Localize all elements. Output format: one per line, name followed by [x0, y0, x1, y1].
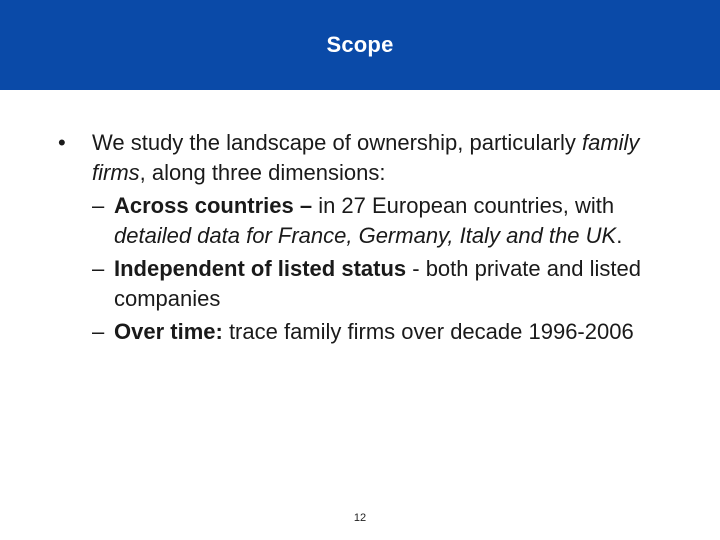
sub-bullet-bold: Across countries – [114, 193, 313, 218]
main-bullet-text-1: We study the landscape of ownership, particularly [92, 130, 582, 155]
sub-bullet-over-time [58, 317, 678, 347]
sub-bullet-countries [58, 191, 678, 251]
main-bullet [58, 128, 678, 188]
sub-bullet-text [114, 191, 678, 251]
sub-bullet-italic: detailed data for France, Germany, Italy and the UK [114, 223, 617, 248]
sub-bullet-bold: Over time: [114, 319, 223, 344]
dash-icon: – [92, 256, 105, 281]
dash-icon: – [92, 319, 105, 344]
sub-bullet-body: - both private and listed companies [114, 256, 641, 311]
sub-bullet-text [114, 317, 678, 347]
sub-bullet-body: in 27 European countries, with [312, 193, 615, 218]
slide-title: Scope [326, 32, 394, 57]
page-number: 12 [353, 512, 367, 524]
sub-bullet-text [114, 254, 678, 314]
sub-bullet-body: trace family firms over decade 1996-2006 [222, 319, 634, 344]
main-bullet-text-2: , along three dimensions: [139, 160, 386, 185]
sub-bullet-bold: Independent of listed status [114, 256, 407, 281]
slide-content [58, 128, 678, 347]
title-bar [0, 0, 720, 90]
sub-bullet-end: . [616, 223, 623, 248]
main-bullet-italic: family firms [92, 130, 640, 185]
bullet-icon: • [58, 130, 66, 155]
dash-icon: – [92, 193, 105, 218]
sub-bullet-listed-status [58, 254, 678, 314]
